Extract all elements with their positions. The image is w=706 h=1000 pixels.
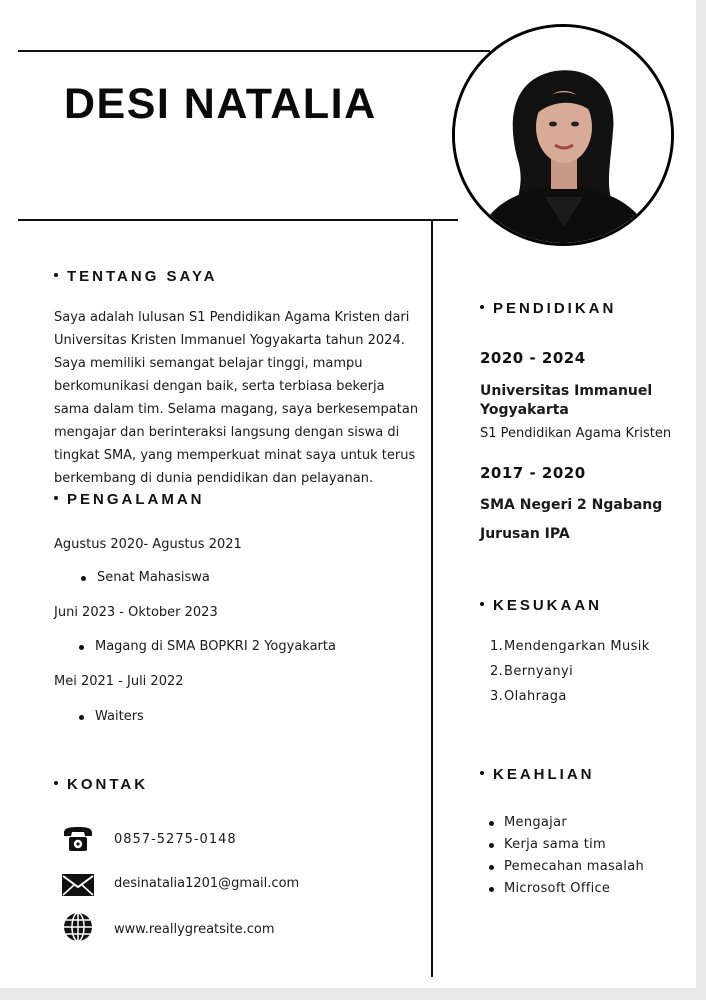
column-divider [431,219,433,977]
skill-item: Mengajar [504,815,567,830]
skill-item: Microsoft Office [504,881,611,896]
contact-email[interactable]: desinatalia1201@gmail.com [114,876,300,891]
education-heading: PENDIDIKAN [480,300,616,317]
experience-role: Senat Mahasiswa [97,570,210,585]
hobby-item: 3.Olahraga [490,689,567,704]
header-top-rule [18,50,490,52]
experience-period: Juni 2023 - Oktober 2023 [54,605,218,620]
skill-item: Kerja sama tim [504,837,607,852]
experience-role: Waiters [95,709,144,724]
contact-website[interactable]: www.reallygreatsite.com [114,922,275,937]
hobby-item: 2.Bernyanyi [490,664,574,679]
education-detail: Jurusan IPA [480,526,570,542]
skills-heading: KEAHLIAN [480,766,595,783]
about-line: Saya memiliki semangat belajar tinggi, mampu [54,356,363,371]
experience-period: Agustus 2020- Agustus 2021 [54,537,242,552]
about-line: berkomunikasi dengan baik, serta terbiasa bekerja [54,379,385,394]
education-school: SMA Negeri 2 Ngabang [480,497,663,513]
portrait-illustration [455,27,671,243]
about-heading: TENTANG SAYA [54,268,217,285]
contact-heading: KONTAK [54,776,148,793]
education-years: 2020 - 2024 [480,349,586,367]
about-paragraph [54,306,426,490]
hobby-item: 1.Mendengarkan Musik [490,639,650,654]
about-line: Saya adalah lulusan S1 Pendidikan Agama Kristen dari [54,310,410,325]
education-years: 2017 - 2020 [480,464,586,482]
about-line: mengajar dan berinteraksi langsung dengan siswa di [54,425,400,440]
about-line: Universitas Kristen Immanuel Yogyakarta tahun 2024. [54,333,405,348]
globe-icon [61,912,95,942]
education-school: Universitas Immanuel Yogyakarta [480,383,653,418]
phone-icon [61,824,95,854]
about-line: tingkat SMA, yang memperkuat minat saya untuk terus [54,448,416,463]
skill-item: Pemecahan masalah [504,859,645,874]
header-bottom-rule [18,219,458,221]
email-icon [61,870,95,900]
hobbies-heading: KESUKAAN [480,597,602,614]
experience-role: Magang di SMA BOPKRI 2 Yogyakarta [95,639,336,654]
contact-phone: 0857-5275-0148 [114,832,237,847]
resume-name: DESI NATALIA [64,80,377,128]
about-line: berkembang di dunia pendidikan dan pelayanan. [54,471,374,486]
experience-heading: PENGALAMAN [54,491,205,508]
about-line: sama dalam tim. Selama magang, saya berkesempatan [54,402,419,417]
education-detail: S1 Pendidikan Agama Kristen [480,426,672,441]
profile-photo [452,24,674,246]
experience-period: Mei 2021 - Juli 2022 [54,674,184,689]
